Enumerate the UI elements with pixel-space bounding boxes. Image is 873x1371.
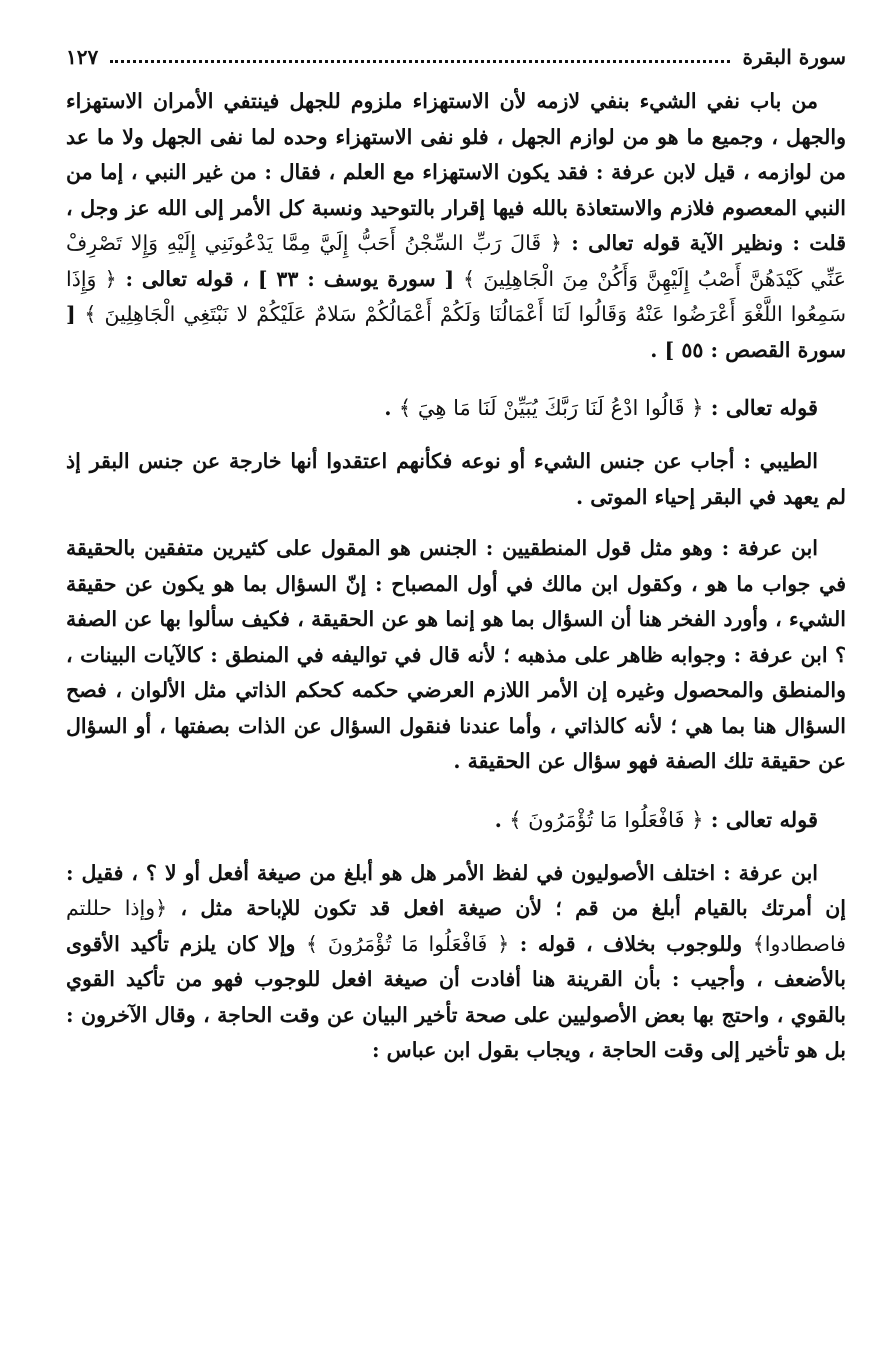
paragraph-intro bbox=[66, 84, 846, 368]
quran-verse: ﴿وإذا حللتم فاصطادوا﴾ bbox=[66, 896, 846, 956]
quran-verse: ﴿ فَافْعَلُوا مَا تُؤْمَرُونَ ﴾ bbox=[509, 807, 704, 832]
paragraph-text: ابن عرفة : اختلف الأصوليون في لفظ الأمر هل هو أبلغ من صيغة أفعل أو لا ؟ ، فقيل : إن أمرتك بالقيام أبلغ من قم ؛ لأن صيغة افعل قد تكون للإباحة مثل ، bbox=[66, 860, 846, 920]
page-number: ١٢٧ bbox=[66, 45, 99, 69]
verse-heading-label: قوله تعالى : bbox=[710, 395, 818, 420]
paragraph-tibi: الطيبي : أجاب عن جنس الشيء أو نوعه فكأنهم اعتقدوا أنها خارجة عن جنس البقر إذ لم يعهد في البقر إحياء الموتى . bbox=[66, 449, 846, 509]
verse-reference: [ سورة يوسف : ٣٣ ] ، قوله تعالى : bbox=[125, 266, 455, 291]
verse-heading-label: قوله تعالى : bbox=[710, 806, 818, 832]
verse-heading-end: . bbox=[384, 395, 392, 420]
verse-heading bbox=[66, 390, 846, 426]
verse-heading bbox=[66, 802, 846, 838]
verse-heading-end: . bbox=[494, 806, 502, 832]
dotted-leader bbox=[110, 60, 730, 63]
paragraph-text: من باب نفي الشيء بنفي لازمه لأن الاستهزاء ملزوم للجهل فينتفي الأمران الاستهزاء والجهل ، وجميع ما هو من لوازم الجهل ، فلو نفى الاستهزاء وحده لما نفى الجهل ولا ما عد من لوازمه ، قيل لابن عرفة : فقد يكون الاستهزاء مع العلم ، فقال : من غير النبي ، إما من النبي المعصوم فلازم والاستعاذة بالله فيها إقرار بالتوحيد ونسبة كل الأمر إلى الله عز وجل ، قلت : ونظير الآية قوله تعالى : bbox=[66, 89, 847, 255]
paragraph-ibn-arafa-usul bbox=[66, 856, 846, 1069]
quran-verse: ﴿ قَالُوا ادْعُ لَنَا رَبَّكَ يُبَيِّنْ لَنَا مَا هِيَ ﴾ bbox=[398, 396, 704, 420]
verse-reference: [ سورة القصص : ٥٥ ] . bbox=[66, 302, 846, 362]
paragraph-text: وللوجوب بخلاف ، قوله : bbox=[519, 931, 743, 956]
paragraph-text: وإلا كان يلزم تأكيد الأقوى بالأضعف ، وأجيب : بأن القرينة هنا أفادت أن صيغة افعل للوجوب فهو من تأكيد القوي بالقوي ، واحتج بها بعض الأصوليين على صحة تأخير البيان عن وقت الحاجة ، وقال الآخرون : بل هو تأخير إلى وقت الحاجة ، ويجاب بقول ابن عباس : bbox=[66, 931, 846, 1062]
paragraph-ibn-arafa-logic: ابن عرفة : وهو مثل قول المنطقيين : الجنس هو المقول على كثيرين متفقين بالحقيقة في جواب ما هو ، وكقول ابن مالك في أول المصباح : إنّ السؤال بما هو يكون عن حقيقة الشيء ، وأورد الفخر هنا أن السؤال بما هو إنما هو عن الحقيقة ، فكيف سألوا بها عن الصفة ؟ ابن عرفة : وجوابه ظاهر على مذهبه ؛ لأنه قال في تواليفه في المنطق : كالآيات البينات ، والمنطق والمحصول وغيره إن الأمر اللازم العرضي حكمه كحكم الذاتي مثل الألوان ، فصح السؤال هنا بما هي ؛ لأنه كالذاتي ، وأما عندنا فنقول السؤال عن الذات بصفتها ، أو السؤال عن حقيقة تلك الصفة فهو سؤال عن الحقيقة . bbox=[66, 536, 846, 773]
quran-verse: ﴿ قَالَ رَبِّ السِّجْنُ أَحَبُّ إِلَيَّ مِمَّا يَدْعُونَنِي إِلَيْهِ وَإِلا تَصْرِفْ عَنِّي كَيْدَهُنَّ أَصْبُ إِلَيْهِنَّ وَأَكُنْ مِنَ الْجَاهِلِينَ ﴾ bbox=[66, 231, 846, 291]
quran-verse: ﴿ فَافْعَلُوا مَا تُؤْمَرُونَ ﴾ bbox=[305, 931, 510, 956]
quran-verse: ﴿ وَإِذَا سَمِعُوا اللَّغْوَ أَعْرَضُوا عَنْهُ وَقَالُوا لَنَا أَعْمَالُنَا وَلَكُمْ أَعْمَالُكُمْ سَلامٌ عَلَيْكُمْ لا نَبْتَغِي الْجَاهِلِينَ ﴾ bbox=[66, 266, 846, 326]
running-header bbox=[66, 40, 846, 74]
book-page bbox=[66, 40, 846, 1340]
surah-title: سورة البقرة bbox=[742, 45, 846, 69]
